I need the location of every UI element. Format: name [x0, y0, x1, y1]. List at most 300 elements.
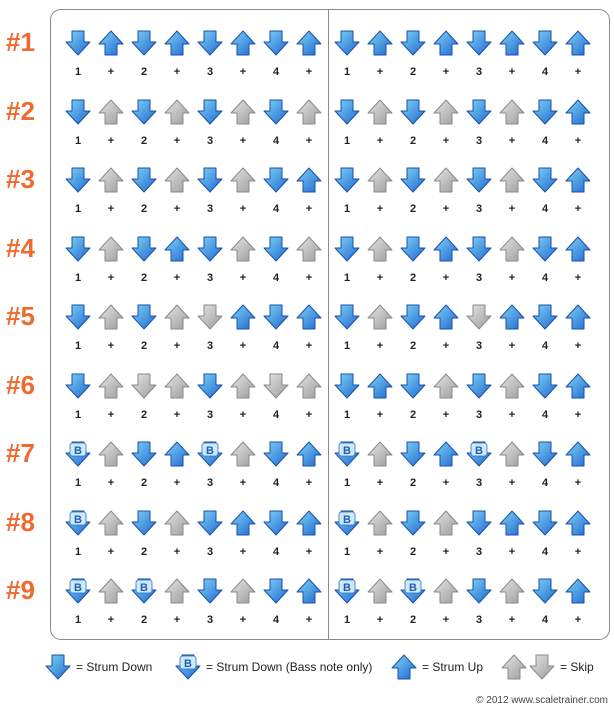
legend-skip-label: = Skip	[560, 660, 594, 674]
beat-label: 1	[74, 477, 82, 489]
svg-text:B: B	[475, 445, 483, 457]
beat-label: +	[239, 614, 247, 626]
beat-label: +	[574, 340, 582, 352]
skip-up-icon	[432, 98, 460, 126]
strum-up-icon	[432, 440, 460, 468]
beat-label: +	[305, 272, 313, 284]
beat-label: 2	[140, 409, 148, 421]
strum-up-icon	[564, 372, 592, 400]
strum-up-icon	[163, 29, 191, 57]
beat-label: +	[442, 340, 450, 352]
strum-down-icon	[333, 98, 361, 126]
strum-down-icon	[196, 577, 224, 605]
strum-down-icon	[531, 303, 559, 331]
strum-down-icon	[333, 372, 361, 400]
svg-text:B: B	[409, 582, 417, 594]
skip-up-icon	[498, 235, 526, 263]
strum-down-icon	[64, 29, 92, 57]
beat-label: 4	[272, 614, 280, 626]
beat-label: 3	[206, 340, 214, 352]
beat-label: +	[173, 203, 181, 215]
strum-down-icon	[333, 166, 361, 194]
skip-up-icon	[163, 577, 191, 605]
strum-up-icon	[366, 29, 394, 57]
skip-up-icon	[498, 98, 526, 126]
beat-label: 2	[409, 477, 417, 489]
strum-down-icon	[196, 166, 224, 194]
skip-down-icon	[262, 372, 290, 400]
strum-down-icon	[130, 303, 158, 331]
beat-label: +	[305, 546, 313, 558]
pattern-label: #4	[6, 233, 35, 263]
beat-label: 2	[140, 614, 148, 626]
beat-label: +	[173, 477, 181, 489]
skip-up-icon	[366, 98, 394, 126]
beat-label: +	[239, 135, 247, 147]
skip-up-icon	[229, 577, 257, 605]
beat-label: 1	[343, 203, 351, 215]
beat-label: 3	[475, 135, 483, 147]
pattern-label: #9	[6, 575, 35, 605]
beat-label: +	[239, 66, 247, 78]
beat-label: 3	[206, 409, 214, 421]
beat-label: 3	[475, 546, 483, 558]
beat-label: 1	[74, 614, 82, 626]
beat-label: +	[508, 340, 516, 352]
strum-up-icon	[295, 29, 323, 57]
strum-up-icon	[295, 166, 323, 194]
beat-label: 1	[74, 203, 82, 215]
strum-down-icon	[465, 372, 493, 400]
beat-label: 3	[475, 614, 483, 626]
beat-label: +	[239, 203, 247, 215]
strum-up-icon	[390, 653, 418, 681]
beat-label: 1	[343, 66, 351, 78]
strum-down-icon	[531, 509, 559, 537]
strum-up-icon	[229, 29, 257, 57]
beat-label: 4	[272, 135, 280, 147]
strum-down-icon	[531, 235, 559, 263]
strum-down-icon	[130, 166, 158, 194]
bass-note-down-icon	[174, 653, 202, 681]
beat-label: +	[305, 409, 313, 421]
skip-up-icon	[97, 577, 125, 605]
strum-down-icon	[399, 303, 427, 331]
beat-label: +	[442, 272, 450, 284]
beat-label: +	[574, 66, 582, 78]
strum-down-icon	[465, 235, 493, 263]
beat-label: 1	[74, 135, 82, 147]
beat-label: 1	[343, 614, 351, 626]
beat-label: +	[107, 135, 115, 147]
beat-label: 1	[343, 546, 351, 558]
strum-down-icon	[531, 29, 559, 57]
pattern-label: #8	[6, 507, 35, 537]
beat-label: 1	[343, 272, 351, 284]
strum-down-icon	[262, 509, 290, 537]
skip-up-icon	[498, 166, 526, 194]
strum-down-icon	[130, 235, 158, 263]
beat-label: 3	[475, 340, 483, 352]
strum-down-icon	[262, 166, 290, 194]
legend-bass-note-label: = Strum Down (Bass note only)	[206, 660, 373, 674]
beat-label: 2	[140, 135, 148, 147]
strum-down-icon	[531, 577, 559, 605]
strum-down-icon	[531, 166, 559, 194]
beat-label: +	[376, 546, 384, 558]
beat-label: +	[107, 477, 115, 489]
strum-down-icon	[44, 653, 72, 681]
beat-label: 3	[206, 135, 214, 147]
strum-up-icon	[295, 303, 323, 331]
beat-label: 1	[343, 340, 351, 352]
strum-down-icon	[130, 440, 158, 468]
beat-label: +	[508, 203, 516, 215]
pattern-label: #6	[6, 370, 35, 400]
half-divider	[328, 10, 329, 640]
beat-label: +	[442, 546, 450, 558]
svg-text:B: B	[140, 582, 148, 594]
beat-label: 1	[74, 409, 82, 421]
beat-label: 1	[74, 546, 82, 558]
beat-label: +	[239, 546, 247, 558]
beat-label: +	[305, 340, 313, 352]
beat-label: +	[376, 135, 384, 147]
beat-label: 3	[475, 409, 483, 421]
strum-up-icon	[564, 235, 592, 263]
beat-label: 2	[409, 546, 417, 558]
strum-down-icon	[465, 577, 493, 605]
strum-down-icon	[262, 98, 290, 126]
beat-label: 4	[541, 203, 549, 215]
strum-up-icon	[432, 235, 460, 263]
skip-up-icon	[229, 372, 257, 400]
beat-label: 4	[272, 203, 280, 215]
beat-label: 4	[541, 272, 549, 284]
bass-note-down-icon	[196, 440, 224, 468]
beat-label: 1	[74, 340, 82, 352]
beat-label: 2	[140, 272, 148, 284]
strum-down-icon	[465, 29, 493, 57]
beat-label: +	[574, 409, 582, 421]
skip-up-icon	[295, 235, 323, 263]
beat-label: 2	[409, 203, 417, 215]
beat-label: +	[376, 477, 384, 489]
beat-label: +	[107, 203, 115, 215]
svg-text:B: B	[74, 582, 82, 594]
strum-down-icon	[130, 509, 158, 537]
beat-label: 2	[409, 272, 417, 284]
strum-up-icon	[229, 509, 257, 537]
beat-label: +	[574, 272, 582, 284]
beat-label: +	[173, 272, 181, 284]
beat-label: +	[107, 409, 115, 421]
svg-text:B: B	[74, 514, 82, 526]
bass-note-down-icon	[399, 577, 427, 605]
skip-up-icon	[229, 235, 257, 263]
strum-down-icon	[196, 235, 224, 263]
beat-label: +	[376, 66, 384, 78]
skip-down-icon	[196, 303, 224, 331]
bass-note-down-icon	[130, 577, 158, 605]
strum-down-icon	[399, 440, 427, 468]
strum-up-icon	[564, 166, 592, 194]
beat-label: +	[442, 203, 450, 215]
strum-down-icon	[196, 509, 224, 537]
beat-label: 3	[475, 66, 483, 78]
beat-label: +	[107, 614, 115, 626]
strum-up-icon	[366, 372, 394, 400]
beat-label: 3	[206, 66, 214, 78]
strum-down-icon	[196, 98, 224, 126]
skip-up-icon	[97, 235, 125, 263]
skip-down-icon	[528, 653, 556, 681]
beat-label: 4	[541, 66, 549, 78]
beat-label: +	[574, 477, 582, 489]
beat-label: +	[508, 477, 516, 489]
skip-up-icon	[97, 303, 125, 331]
strum-down-icon	[64, 235, 92, 263]
beat-label: 1	[74, 272, 82, 284]
strum-up-icon	[229, 303, 257, 331]
beat-label: 1	[343, 477, 351, 489]
beat-label: 1	[343, 409, 351, 421]
svg-text:B: B	[74, 445, 82, 457]
strum-up-icon	[564, 509, 592, 537]
strum-down-icon	[130, 98, 158, 126]
beat-label: +	[508, 135, 516, 147]
beat-label: +	[376, 272, 384, 284]
strum-up-icon	[564, 577, 592, 605]
strum-down-icon	[399, 509, 427, 537]
strum-up-icon	[163, 235, 191, 263]
beat-label: 4	[541, 477, 549, 489]
bass-note-down-icon	[333, 440, 361, 468]
skip-up-icon	[229, 440, 257, 468]
beat-label: 2	[409, 340, 417, 352]
beat-label: +	[508, 546, 516, 558]
beat-label: +	[574, 203, 582, 215]
strum-down-icon	[465, 166, 493, 194]
strum-down-icon	[262, 235, 290, 263]
beat-label: +	[107, 340, 115, 352]
legend-strum-down-label: = Strum Down	[76, 660, 153, 674]
skip-up-icon	[498, 577, 526, 605]
skip-up-icon	[432, 577, 460, 605]
beat-label: 3	[206, 203, 214, 215]
bass-note-down-icon	[465, 440, 493, 468]
skip-down-icon	[130, 372, 158, 400]
strum-down-icon	[333, 235, 361, 263]
beat-label: 3	[206, 272, 214, 284]
svg-text:B: B	[343, 445, 351, 457]
strum-down-icon	[399, 29, 427, 57]
bass-note-down-icon	[64, 577, 92, 605]
strum-down-icon	[399, 235, 427, 263]
strum-down-icon	[64, 98, 92, 126]
pattern-label: #1	[6, 27, 35, 57]
bass-note-down-icon	[333, 509, 361, 537]
strum-up-icon	[432, 29, 460, 57]
beat-label: 3	[206, 477, 214, 489]
beat-label: +	[305, 614, 313, 626]
beat-label: +	[442, 614, 450, 626]
pattern-label: #3	[6, 164, 35, 194]
strum-down-icon	[64, 303, 92, 331]
strum-down-icon	[465, 509, 493, 537]
beat-label: 4	[272, 477, 280, 489]
svg-text:B: B	[206, 445, 214, 457]
strum-down-icon	[333, 29, 361, 57]
strum-up-icon	[564, 98, 592, 126]
beat-label: +	[173, 135, 181, 147]
beat-label: +	[376, 614, 384, 626]
beat-label: 2	[409, 614, 417, 626]
beat-label: +	[107, 546, 115, 558]
skip-up-icon	[432, 509, 460, 537]
skip-down-icon	[465, 303, 493, 331]
beat-label: +	[508, 66, 516, 78]
skip-up-icon	[500, 653, 528, 681]
beat-label: +	[442, 477, 450, 489]
beat-label: +	[376, 409, 384, 421]
beat-label: 4	[272, 66, 280, 78]
beat-label: 3	[206, 546, 214, 558]
strum-up-icon	[498, 303, 526, 331]
skip-up-icon	[498, 372, 526, 400]
strum-down-icon	[196, 372, 224, 400]
skip-up-icon	[366, 303, 394, 331]
skip-up-icon	[432, 372, 460, 400]
beat-label: +	[305, 477, 313, 489]
beat-label: +	[376, 340, 384, 352]
skip-up-icon	[366, 166, 394, 194]
skip-up-icon	[366, 440, 394, 468]
strum-down-icon	[196, 29, 224, 57]
beat-label: 3	[475, 272, 483, 284]
beat-label: 3	[475, 477, 483, 489]
strum-down-icon	[130, 29, 158, 57]
beat-label: +	[107, 66, 115, 78]
strum-down-icon	[262, 29, 290, 57]
beat-label: 4	[272, 272, 280, 284]
beat-label: +	[442, 135, 450, 147]
strum-up-icon	[163, 440, 191, 468]
beat-label: 4	[272, 409, 280, 421]
beat-label: +	[442, 409, 450, 421]
beat-label: +	[305, 66, 313, 78]
skip-up-icon	[366, 235, 394, 263]
strum-down-icon	[531, 98, 559, 126]
strum-down-icon	[399, 166, 427, 194]
skip-up-icon	[163, 166, 191, 194]
beat-label: 2	[140, 477, 148, 489]
pattern-label: #7	[6, 438, 35, 468]
skip-up-icon	[97, 372, 125, 400]
skip-up-icon	[97, 166, 125, 194]
strum-up-icon	[295, 440, 323, 468]
skip-up-icon	[432, 166, 460, 194]
strum-down-icon	[262, 577, 290, 605]
beat-label: +	[107, 272, 115, 284]
beat-label: 2	[140, 203, 148, 215]
strum-up-icon	[295, 577, 323, 605]
beat-label: 2	[409, 409, 417, 421]
strum-up-icon	[432, 303, 460, 331]
strum-down-icon	[531, 440, 559, 468]
pattern-label: #5	[6, 301, 35, 331]
beat-label: 1	[343, 135, 351, 147]
beat-label: 2	[409, 135, 417, 147]
bass-note-down-icon	[64, 509, 92, 537]
svg-text:B: B	[343, 582, 351, 594]
beat-label: +	[508, 409, 516, 421]
skip-up-icon	[97, 509, 125, 537]
skip-up-icon	[97, 440, 125, 468]
strum-down-icon	[531, 372, 559, 400]
skip-up-icon	[163, 509, 191, 537]
beat-label: 2	[140, 66, 148, 78]
beat-label: +	[508, 614, 516, 626]
strum-up-icon	[295, 509, 323, 537]
beat-label: +	[574, 546, 582, 558]
beat-label: 3	[206, 614, 214, 626]
skip-up-icon	[97, 98, 125, 126]
pattern-label: #2	[6, 96, 35, 126]
skip-up-icon	[163, 98, 191, 126]
beat-label: 1	[74, 66, 82, 78]
beat-label: +	[239, 477, 247, 489]
strum-down-icon	[64, 166, 92, 194]
bass-note-down-icon	[64, 440, 92, 468]
strum-up-icon	[564, 303, 592, 331]
beat-label: 4	[541, 614, 549, 626]
beat-label: +	[376, 203, 384, 215]
beat-label: +	[442, 66, 450, 78]
legend-strum-up-label: = Strum Up	[422, 660, 484, 674]
strum-down-icon	[333, 303, 361, 331]
strum-down-icon	[64, 372, 92, 400]
beat-label: 3	[475, 203, 483, 215]
beat-label: +	[173, 546, 181, 558]
beat-label: +	[173, 409, 181, 421]
beat-label: +	[173, 614, 181, 626]
copyright-notice: © 2012 www.scaletrainer.com	[476, 695, 608, 706]
strum-up-icon	[564, 29, 592, 57]
beat-label: 4	[272, 340, 280, 352]
beat-label: 4	[541, 340, 549, 352]
strum-up-icon	[97, 29, 125, 57]
beat-label: 2	[140, 340, 148, 352]
skip-up-icon	[366, 577, 394, 605]
beat-label: 2	[409, 66, 417, 78]
beat-label: +	[239, 409, 247, 421]
svg-text:B: B	[343, 514, 351, 526]
strum-down-icon	[399, 372, 427, 400]
skip-up-icon	[295, 372, 323, 400]
strum-up-icon	[498, 509, 526, 537]
strum-up-icon	[564, 440, 592, 468]
strum-down-icon	[262, 303, 290, 331]
beat-label: 4	[541, 135, 549, 147]
skip-up-icon	[366, 509, 394, 537]
beat-label: 4	[541, 546, 549, 558]
bass-note-down-icon	[333, 577, 361, 605]
beat-label: 4	[541, 409, 549, 421]
beat-label: +	[574, 135, 582, 147]
strum-down-icon	[399, 98, 427, 126]
beat-label: +	[508, 272, 516, 284]
